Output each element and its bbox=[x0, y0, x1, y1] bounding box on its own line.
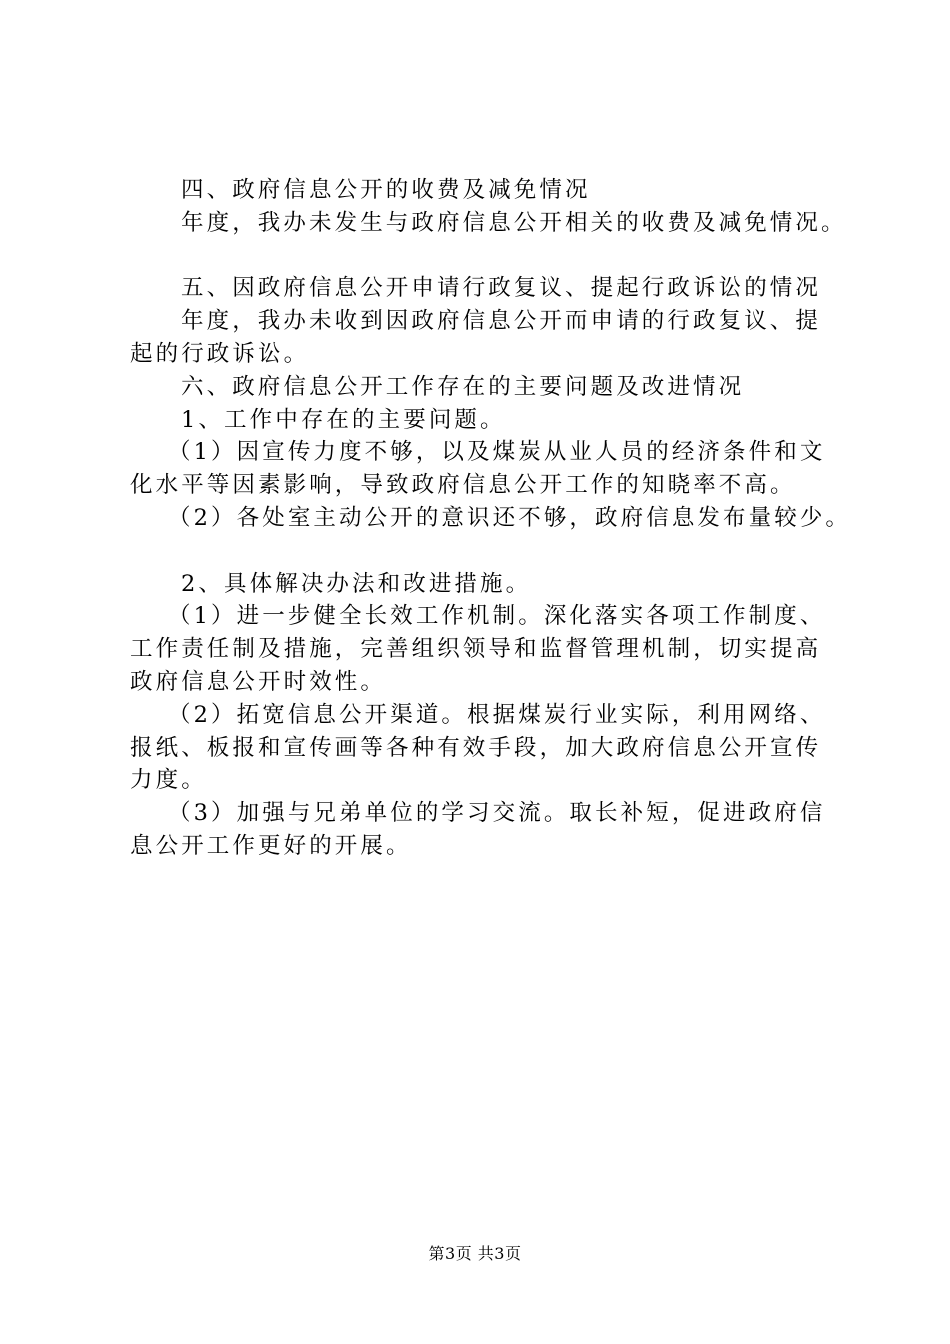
paragraph-line: （2）拓宽信息公开渠道。根据煤炭行业实际，利用网络、 bbox=[168, 701, 826, 728]
paragraph-line: 报纸、板报和宣传画等各种有效手段，加大政府信息公开宣传 bbox=[130, 734, 822, 761]
blank-line bbox=[130, 240, 850, 273]
paragraph-line: （3）加强与兄弟单位的学习交流。取长补短，促进政府信 bbox=[168, 800, 826, 827]
paragraph-line: （1）因宣传力度不够，以及煤炭从业人员的经济条件和文 bbox=[168, 439, 826, 466]
paragraph-line: （1）进一步健全长效工作机制。深化落实各项工作制度、 bbox=[168, 603, 826, 630]
paragraph-line: 起的行政诉讼。 bbox=[130, 340, 310, 367]
subsection-heading-2: 2、具体解决办法和改进措施。 bbox=[181, 570, 532, 597]
paragraph-line: 年度，我办未收到因政府信息公开而申请的行政复议、提 bbox=[181, 308, 822, 335]
paragraph-line: 力度。 bbox=[130, 767, 207, 794]
paragraph-line: （2）各处室主动公开的意识还不够，政府信息发布量较少。 bbox=[168, 504, 852, 531]
subsection-heading-1: 1、工作中存在的主要问题。 bbox=[181, 406, 506, 433]
blank-line bbox=[130, 535, 850, 568]
paragraph-line: 政府信息公开时效性。 bbox=[130, 668, 387, 695]
paragraph-line: 工作责任制及措施，完善组织领导和监督管理机制，切实提高 bbox=[130, 636, 822, 663]
section-heading-5: 五、因政府信息公开申请行政复议、提起行政诉讼的情况 bbox=[181, 275, 822, 302]
section-heading-4: 四、政府信息公开的收费及减免情况 bbox=[181, 177, 591, 203]
paragraph-line: 息公开工作更好的开展。 bbox=[130, 832, 412, 859]
paragraph-line: 年度，我办未发生与政府信息公开相关的收费及减免情况。 bbox=[181, 209, 847, 236]
document-body bbox=[130, 174, 850, 863]
page-number-footer: 第3页 共3页 bbox=[428, 1244, 522, 1263]
paragraph-line: 化水平等因素影响，导致政府信息公开工作的知晓率不高。 bbox=[130, 472, 796, 499]
section-heading-6: 六、政府信息公开工作存在的主要问题及改进情况 bbox=[181, 373, 745, 400]
